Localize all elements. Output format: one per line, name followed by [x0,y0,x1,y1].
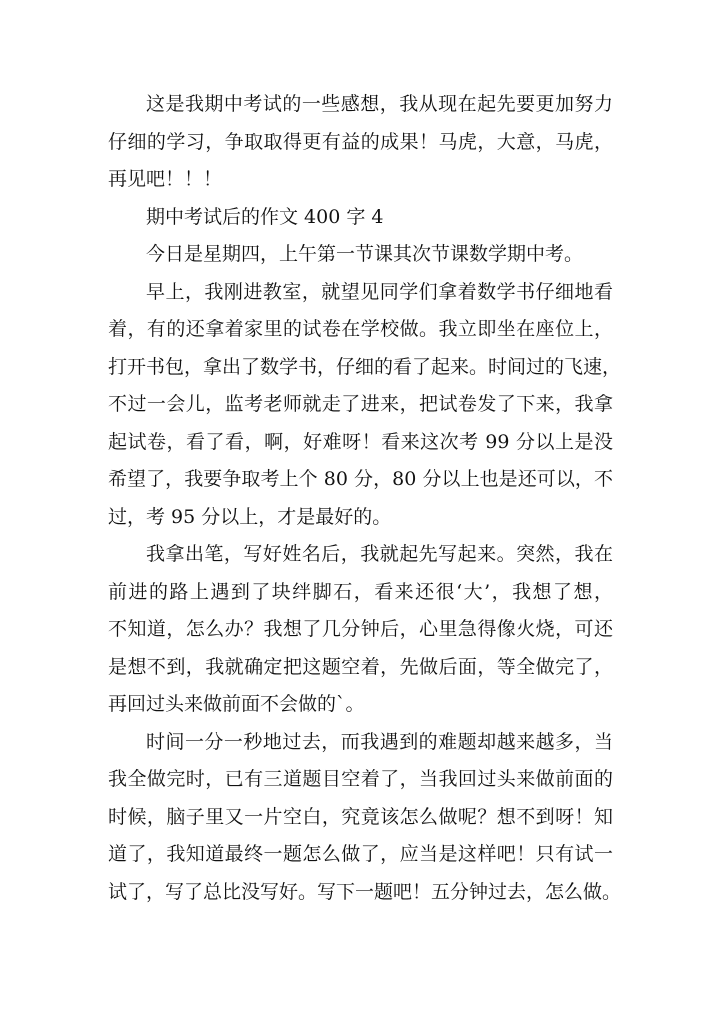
paragraph-first-line: 今日是星期四，上午第一节课其次节课数学期中考。 [146,243,584,265]
text-line: 希望了，我要争取考上个 80 分，80 分以上也是还可以，不 [108,468,613,490]
text-line: 不知道，怎么办？我想了几分钟后，心里急得像火烧，可还 [108,618,613,640]
text-line: 再见吧！！！ [108,168,223,190]
text-line: 时候，脑子里又一片空白，究竟该怎么做呢？想不到呀！知 [108,805,613,828]
text-line: 仔细的学习，争取取得更有益的成果！马虎，大意，马虎， [108,130,613,153]
paragraph-first-line: 早上，我刚进教室，就望见同学们拿着数学书仔细地看 [146,280,613,303]
paragraph-first-line: 这是我期中考试的一些感想，我从现在起先要更加努力 [146,93,613,115]
text-line: 我全做完时，已有三道题目空着了，当我回过头来做前面的 [108,768,613,790]
text-line: 前进的路上遇到了块绊脚石，看来还很‘大’，我想了想， [108,580,613,603]
text-line: 着，有的还拿着家里的试卷在学校做。我立即坐在座位上， [108,318,613,340]
text-line: 过，考 95 分以上，才是最好的。 [108,505,392,528]
paragraph-first-line: 期中考试后的作文 400 字 4 [146,205,384,228]
text-line: 道了，我知道最终一题怎么做了，应当是这样吧！只有试一 [108,843,613,865]
paragraph-first-line: 我拿出笔，写好姓名后，我就起先写起来。突然，我在 [146,543,613,565]
text-line: 打开书包，拿出了数学书，仔细的看了起来。时间过的飞速， [108,355,622,378]
text-line: 再回过头来做前面不会做的`。 [108,693,365,715]
text-line: 不过一会儿，监考老师就走了进来，把试卷发了下来，我拿 [108,393,613,415]
essay-text [108,86,622,911]
paragraph-first-line: 时间一分一秒地过去，而我遇到的难题却越来越多，当 [146,730,613,753]
text-line: 试了，写了总比没写好。写下一题吧！五分钟过去，怎么做。 [108,880,622,903]
text-line: 是想不到，我就确定把这题空着，先做后面，等全做完了， [108,655,613,678]
text-line: 起试卷，看了看，啊，好难呀！看来这次考 99 分以上是没 [108,430,613,453]
